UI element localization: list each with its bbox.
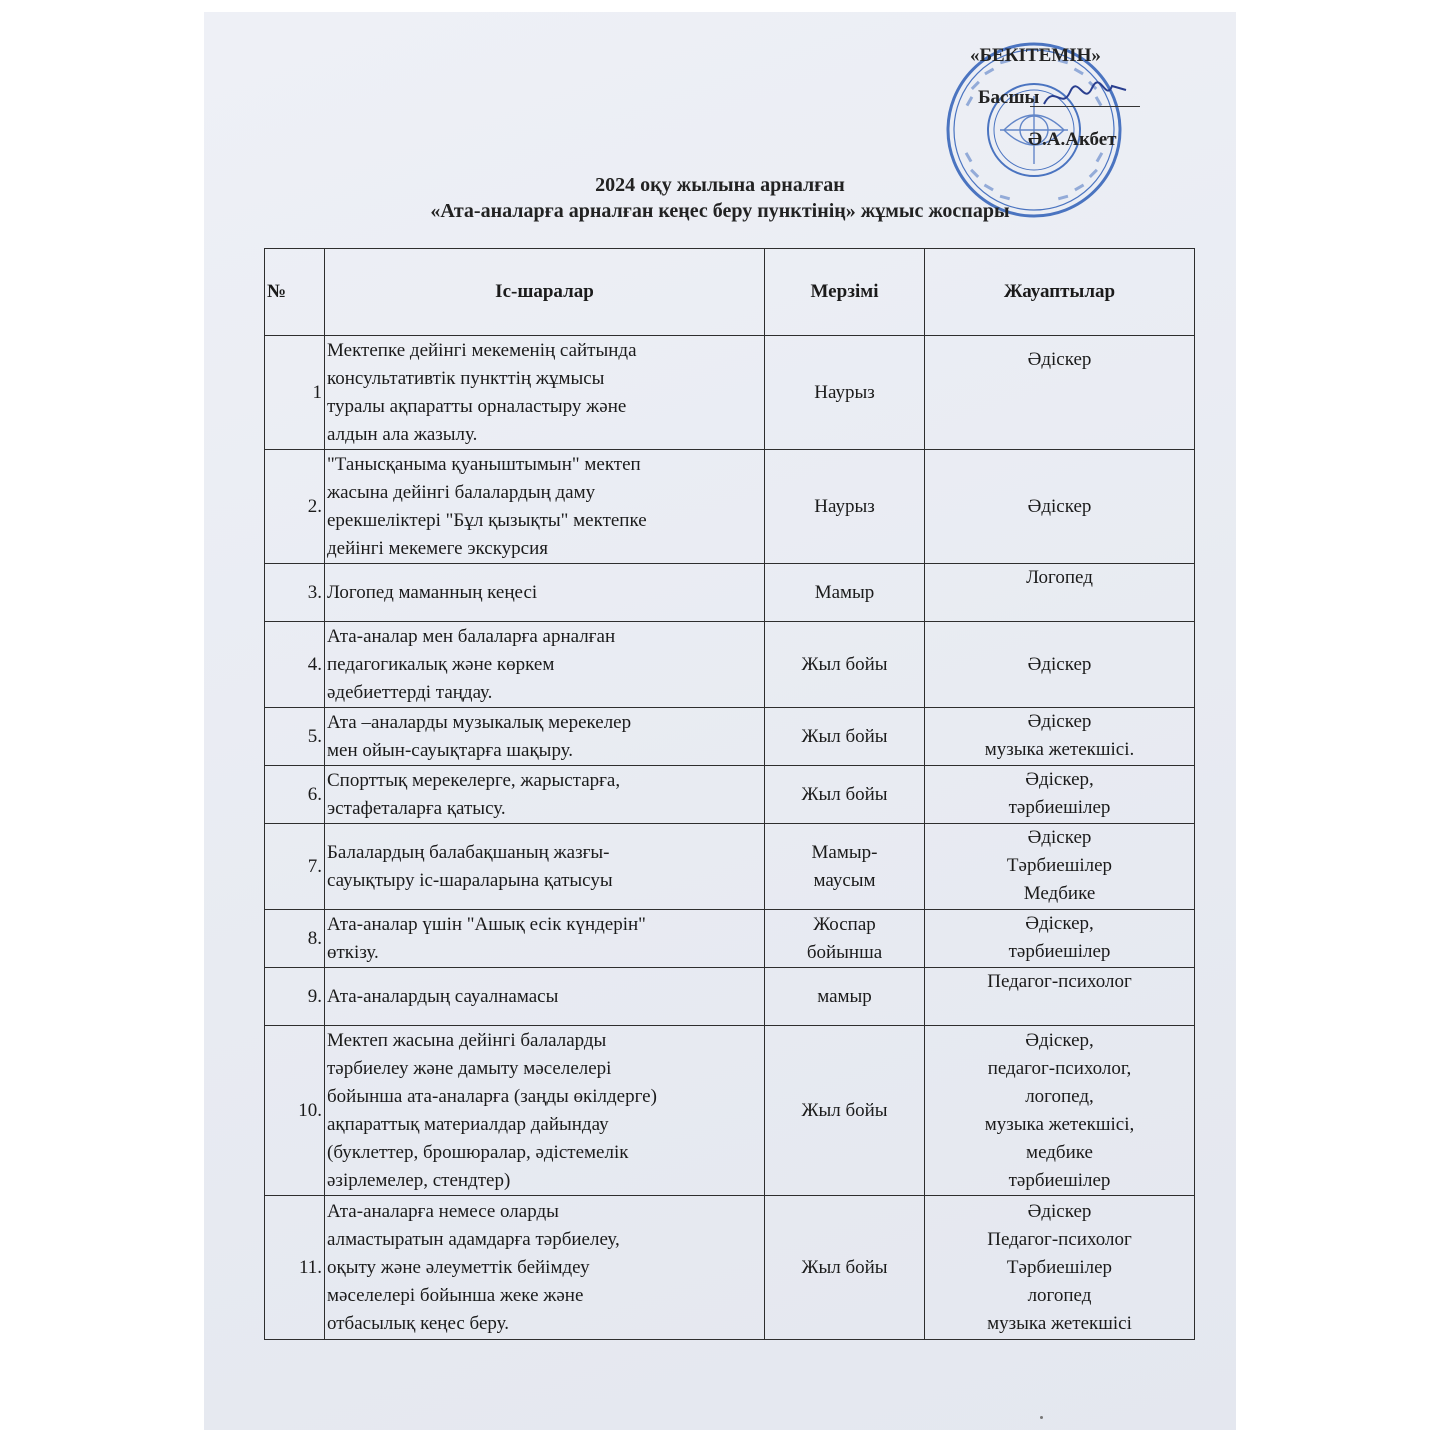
row-number: 10.: [265, 1026, 325, 1196]
row-number: 7.: [265, 824, 325, 910]
row-activity-line: Мектеп жасына дейінгі балаларды: [327, 1029, 607, 1051]
row-responsible-line: Әдіскер: [1027, 349, 1092, 370]
row-responsible-line: логопед: [1027, 1284, 1092, 1306]
row-activity-line: ақпараттық материалдар дайындау: [327, 1113, 609, 1135]
paper-speck: [1040, 1416, 1043, 1419]
row-responsible-line: Әдіскер: [1027, 653, 1092, 675]
table-row: [265, 910, 1195, 968]
header-term: Мерзімі: [765, 249, 925, 336]
row-responsible-line: музыка жетекшісі.: [984, 739, 1135, 760]
approval-head-label: Басшы: [978, 87, 1040, 108]
row-term-line: Жыл бойы: [801, 653, 888, 675]
row-responsible: [925, 766, 1195, 824]
header-activity: Іс-шаралар: [325, 249, 765, 336]
row-responsible: [925, 336, 1195, 450]
row-term-line: Жыл бойы: [801, 783, 888, 805]
row-activity: [325, 564, 765, 622]
row-number: 8.: [265, 910, 325, 968]
row-term-line: Мамыр-: [811, 841, 878, 863]
row-responsible-line: Медбике: [1023, 883, 1096, 904]
row-responsible: [925, 1196, 1195, 1340]
row-term-line: Жыл бойы: [801, 725, 888, 747]
row-number: 9.: [265, 968, 325, 1026]
row-term: [765, 824, 925, 910]
work-plan-table: [264, 248, 1195, 1340]
row-activity-line: әзірлемелер, стендтер): [327, 1169, 511, 1191]
table-header-row: [265, 249, 1195, 336]
row-responsible-line: музыка жетекшісі: [987, 1312, 1132, 1334]
row-responsible-line: Әдіскер: [1027, 827, 1092, 848]
row-activity-line: ерекшеліктері "Бұл қызықты" мектепке: [327, 509, 647, 531]
row-term: [765, 968, 925, 1026]
row-activity-line: мәселелері бойынша жеке және: [327, 1284, 584, 1306]
row-term: [765, 708, 925, 766]
row-responsible: [925, 622, 1195, 708]
row-term-line: бойынша: [806, 941, 883, 963]
table-row: [265, 564, 1195, 622]
row-activity-line: Логопед маманның кеңесі: [327, 581, 538, 603]
row-activity-line: тәрбиелеу және дамыту мәселелері: [327, 1057, 612, 1079]
row-responsible-line: Әдіскер: [1027, 495, 1092, 517]
header-num: №: [265, 249, 325, 336]
document-title-line2: «Ата-аналарға арналған кеңес беру пунктінің» жұмыс жоспары: [430, 200, 1010, 222]
row-activity: [325, 824, 765, 910]
row-activity: [325, 766, 765, 824]
row-activity-line: (буклеттер, брошюралар, әдістемелік: [327, 1141, 629, 1163]
row-responsible: [925, 708, 1195, 766]
row-activity: [325, 910, 765, 968]
row-activity-line: Спорттық мерекелерге, жарыстарға,: [327, 769, 621, 791]
row-activity-line: Ата-аналардың сауалнамасы: [327, 985, 559, 1007]
row-activity-line: сауықтыру іс-шараларына қатысуы: [327, 869, 613, 891]
row-term: [765, 564, 925, 622]
row-activity-line: отбасылық кеңес беру.: [327, 1312, 509, 1334]
row-term-line: Наурыз: [814, 495, 875, 517]
row-activity-line: педагогикалық және көркем: [327, 653, 555, 675]
row-responsible-line: педагог-психолог,: [987, 1057, 1132, 1079]
row-activity-line: Мектепке дейінгі мекеменің сайтында: [327, 339, 637, 361]
row-activity-line: "Танысқаныма қуаныштымын" мектеп: [327, 453, 641, 475]
row-activity: [325, 450, 765, 564]
row-activity-line: алмастыратын адамдарға тәрбиелеу,: [327, 1228, 620, 1250]
row-term-line: Жыл бойы: [801, 1256, 888, 1278]
row-number: 6.: [265, 766, 325, 824]
row-responsible-line: Әдіскер: [1027, 711, 1092, 732]
table-row: [265, 1026, 1195, 1196]
table-row: [265, 336, 1195, 450]
row-responsible-line: Әдіскер,: [1025, 1029, 1094, 1051]
row-activity: [325, 1196, 765, 1340]
row-activity-line: Ата-аналар мен балаларға арналған: [327, 625, 616, 647]
row-activity-line: әдебиеттерді таңдау.: [327, 681, 493, 703]
row-responsible-line: Әдіскер,: [1025, 769, 1094, 790]
row-responsible-line: тәрбиешілер: [1008, 1169, 1111, 1191]
row-activity-line: эстафеталарға қатысу.: [327, 797, 506, 819]
row-activity-line: дейінгі мекемеге экскурсия: [327, 537, 549, 559]
row-activity-line: жасына дейінгі балалардың даму: [327, 481, 596, 503]
row-number: 1: [265, 336, 325, 450]
row-responsible-line: Әдіскер,: [1025, 913, 1094, 934]
row-term: [765, 622, 925, 708]
row-responsible-line: логопед,: [1025, 1085, 1094, 1107]
table-row: [265, 824, 1195, 910]
table-row: [265, 708, 1195, 766]
row-activity-line: Балалардың балабақшаның жазғы-: [327, 841, 610, 863]
approval-title: «БЕКІТЕМІН»: [970, 45, 1101, 66]
row-number: 11.: [265, 1196, 325, 1340]
row-term-line: мамыр: [817, 985, 872, 1007]
row-term: [765, 336, 925, 450]
signature-icon: [1040, 76, 1130, 116]
row-activity: [325, 968, 765, 1026]
row-number: 3.: [265, 564, 325, 622]
row-activity-line: оқыту және әлеуметтік бейімдеу: [327, 1256, 590, 1278]
table-row: [265, 1196, 1195, 1340]
row-activity-line: бойынша ата-аналарға (заңды өкілдерге): [327, 1085, 657, 1107]
row-activity-line: өткізу.: [327, 941, 379, 963]
row-activity-line: Ата-аналар үшін "Ашық есік күндерін": [327, 913, 646, 935]
row-term-line: маусым: [813, 869, 876, 891]
row-responsible-line: Педагог-психолог: [987, 1228, 1132, 1250]
row-responsible-line: тәрбиешілер: [1008, 797, 1111, 818]
row-responsible-line: Әдіскер: [1027, 1200, 1092, 1222]
row-activity-line: Ата-аналарға немесе оларды: [327, 1200, 559, 1222]
row-responsible: [925, 564, 1195, 622]
row-term: [765, 1026, 925, 1196]
header-responsible: Жауаптылар: [925, 249, 1195, 336]
row-number: 2.: [265, 450, 325, 564]
row-activity-line: туралы ақпаратты орналастыру және: [327, 395, 627, 417]
row-number: 4.: [265, 622, 325, 708]
row-activity-line: мен ойын-сауықтарға шақыру.: [327, 739, 574, 761]
row-term-line: Жыл бойы: [801, 1099, 888, 1121]
row-activity: [325, 622, 765, 708]
row-responsible: [925, 968, 1195, 1026]
table-row: [265, 766, 1195, 824]
table-row: [265, 622, 1195, 708]
row-responsible-line: медбике: [1026, 1141, 1093, 1163]
row-term-line: Мамыр: [814, 581, 875, 603]
row-responsible-line: Логопед: [1026, 567, 1093, 588]
document-title-line1: 2024 оқу жылына арналған: [595, 174, 845, 196]
row-responsible: [925, 910, 1195, 968]
row-activity: [325, 1026, 765, 1196]
row-number: 5.: [265, 708, 325, 766]
row-activity-line: Ата –аналарды музыкалық мерекелер: [327, 711, 632, 733]
table-body: [265, 336, 1195, 1340]
row-term: [765, 1196, 925, 1340]
approval-name: Ә.А.Акбет: [1028, 129, 1117, 150]
row-responsible: [925, 824, 1195, 910]
row-responsible-line: Тәрбиешілер: [1006, 855, 1113, 876]
row-responsible: [925, 450, 1195, 564]
row-responsible: [925, 1026, 1195, 1196]
row-activity: [325, 708, 765, 766]
row-responsible-line: музыка жетекшісі,: [984, 1113, 1135, 1135]
row-activity-line: алдын ала жазылу.: [327, 423, 478, 445]
row-term-line: Наурыз: [814, 381, 875, 403]
row-responsible-line: тәрбиешілер: [1008, 941, 1111, 962]
table-row: [265, 968, 1195, 1026]
row-activity: [325, 336, 765, 450]
row-responsible-line: Тәрбиешілер: [1006, 1256, 1113, 1278]
row-term: [765, 766, 925, 824]
row-responsible-line: Педагог-психолог: [987, 971, 1132, 992]
row-term: [765, 450, 925, 564]
row-term-line: Жоспар: [813, 913, 876, 935]
table-row: [265, 450, 1195, 564]
row-term: [765, 910, 925, 968]
row-activity-line: консультативтік пункттің жұмысы: [327, 367, 605, 389]
